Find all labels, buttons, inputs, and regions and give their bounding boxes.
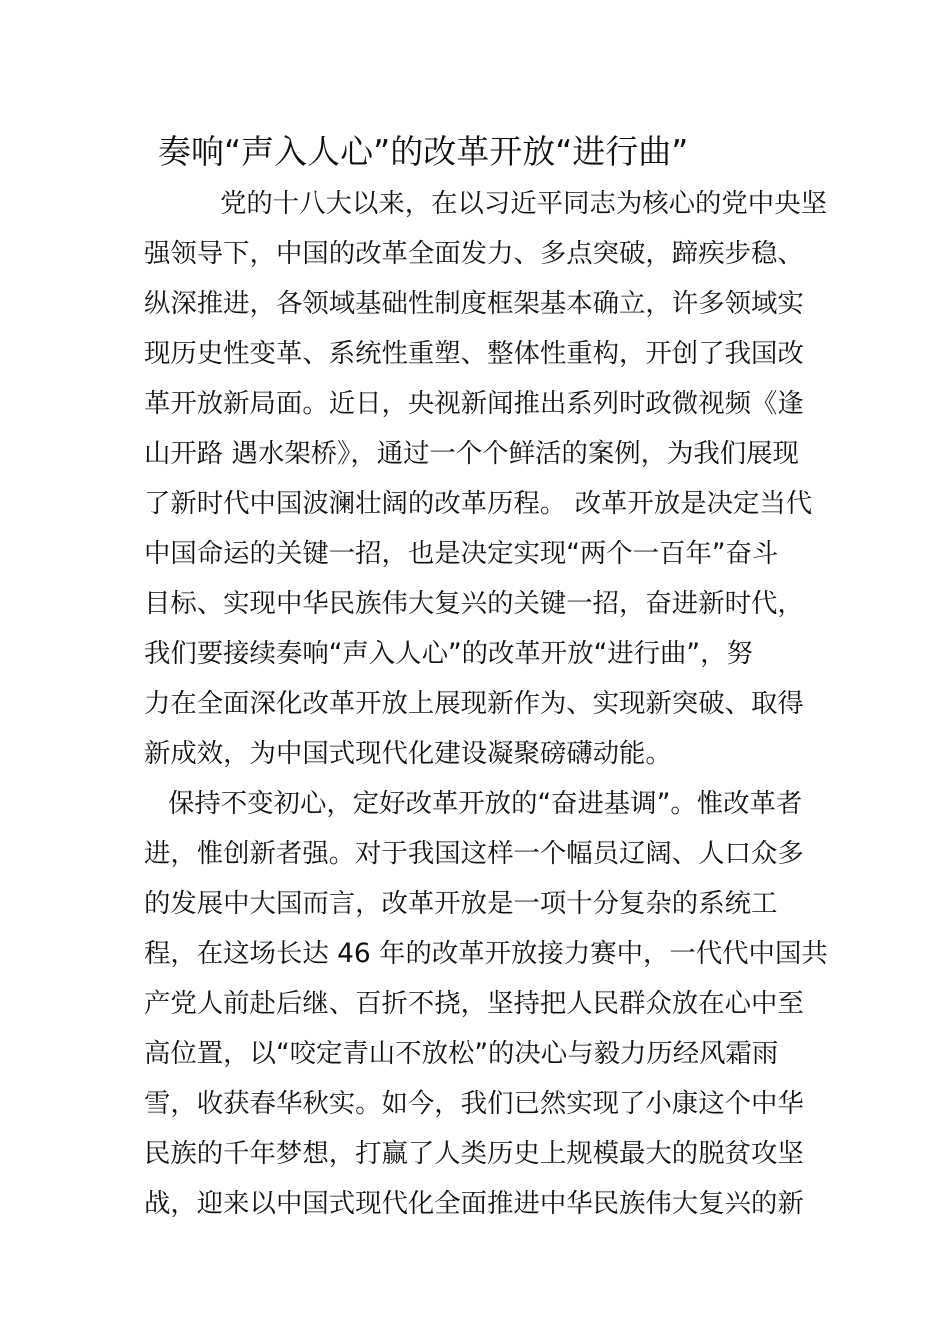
- paragraph-line: 保持不变初心，定好改革开放的“奋进基调”。惟改革者: [168, 788, 803, 819]
- paragraph-line: 党的十八大以来，在以习近平同志为核心的党中央坚: [220, 188, 827, 219]
- paragraph-line: 雪，收获春华秋实。如今，我们已然实现了小康这个中华: [144, 1088, 804, 1119]
- paragraph-line: 新成效，为中国式现代化建设凝聚磅礴动能。: [144, 738, 672, 769]
- paragraph-line: 革开放新局面。近日，央视新闻推出系列时政微视频《逢: [144, 388, 804, 419]
- paragraph-line: 山开路 遇水架桥》，通过一个个鲜活的案例，为我们展现: [144, 438, 799, 469]
- paragraph-line: 力在全面深化改革开放上展现新作为、实现新突破、取得: [144, 688, 804, 719]
- paragraph-line: 中国命运的关键一招，也是决定实现“两个一百年”奋斗: [144, 538, 779, 569]
- paragraph-line: 战，迎来以中国式现代化全面推进中华民族伟大复兴的新: [144, 1188, 804, 1219]
- paragraph-line: 现历史性变革、系统性重塑、整体性重构，开创了我国改: [144, 338, 804, 369]
- paragraph-line: 的发展中大国而言，改革开放是一项十分复杂的系统工: [144, 888, 778, 919]
- paragraph-line: 目标、实现中华民族伟大复兴的关键一招，奋进新时代，: [144, 588, 804, 619]
- paragraph-line: 我们要接续奏响“声入人心”的改革开放“进行曲”，努: [144, 638, 753, 669]
- paragraph-line: 强领导下，中国的改革全面发力、多点突破，蹄疾步稳、: [144, 238, 804, 269]
- paragraph-line: 民族的千年梦想，打赢了人类历史上规模最大的脱贫攻坚: [144, 1138, 804, 1169]
- paragraph-line: 进，惟创新者强。对于我国这样一个幅员辽阔、人口众多: [144, 838, 804, 869]
- paragraph-line: 产党人前赴后继、百折不挠，坚持把人民群众放在心中至: [144, 988, 804, 1019]
- paragraph-line: 纵深推进，各领域基础性制度框架基本确立，许多领域实: [144, 288, 804, 319]
- document-title: 奏响“声入人心”的改革开放“进行曲”: [158, 132, 689, 171]
- paragraph-line: 高位置，以“咬定青山不放松”的决心与毅力历经风霜雨: [144, 1038, 779, 1069]
- paragraph-line: 程，在这场长达 46 年的改革开放接力赛中，一代代中国共: [144, 938, 828, 969]
- document-body: [144, 179, 828, 1229]
- paragraph-line: 了新时代中国波澜壮阔的改革历程。 改革开放是决定当代: [144, 488, 813, 519]
